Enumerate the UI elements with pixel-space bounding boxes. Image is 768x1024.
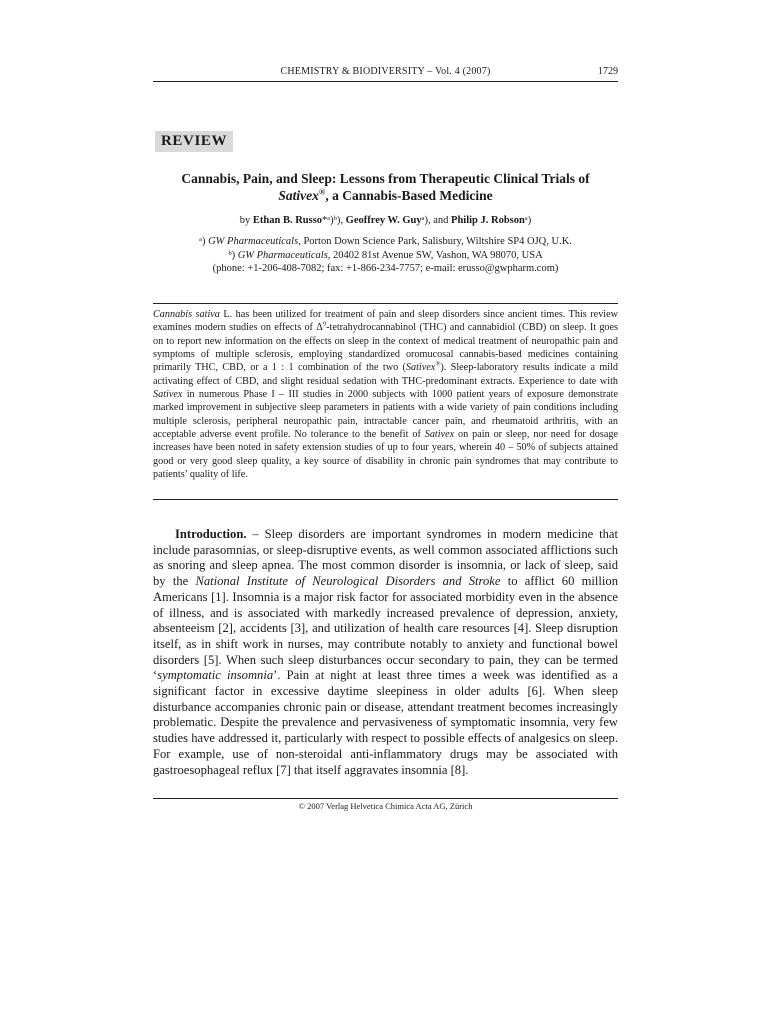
abstract-text: on pain or sleep, nor need for dosage increases have been noted in safety extension studies of up to four years, wherein 40 – 50% of subjects attained good or very good sleep quality, a key source of disability in chronic pain syndromes that may contribute to patients’ quality of life. bbox=[153, 429, 618, 481]
abstract-sativex: Sativex bbox=[405, 362, 436, 374]
affiliation-b bbox=[153, 249, 618, 263]
journal-citation: CHEMISTRY & BIODIVERSITY – Vol. 4 (2007) bbox=[280, 66, 491, 77]
affiliations bbox=[153, 235, 618, 276]
abstract-species: Cannabis sativa bbox=[153, 309, 220, 320]
affiliation-a bbox=[153, 235, 618, 249]
article-title bbox=[153, 170, 618, 204]
author-separator: , bbox=[340, 215, 344, 226]
affiliation-b-mark: ᵇ) bbox=[228, 249, 236, 261]
contact-line: (phone: +1-206-408-7082; fax: +1-866-234-7757; e-mail: erusso@gwpharm.com) bbox=[212, 263, 559, 274]
author-guy: Geoffrey W. Guy bbox=[345, 215, 422, 226]
abstract-registered-mark: ® bbox=[435, 360, 441, 368]
abstract-text: ). Sleep-laboratory results indicate a mild activating effect of CBD, and slight residual sedation with THC-predominant extracts. Experience to date with bbox=[153, 362, 618, 387]
abstract-text: -tetrahydrocannabinol (THC) and cannabidiol (CBD) on sleep. It goes on to report new information on the effects on sleep in the context of medical treatment of neuropathic pain and symptoms of multiple sclerosis, employing standardized oromucosal cannabis-based medicines containing primarily THC, CBD, or a 1 : 1 combination of the two ( bbox=[153, 322, 618, 374]
title-line-2: , a Cannabis-Based Medicine bbox=[325, 188, 493, 203]
author-russo: Ethan B. Russo bbox=[252, 215, 323, 226]
introduction-institute: National Institute of Neurological Disorders and Stroke bbox=[195, 574, 501, 589]
abstract-sativex: Sativex bbox=[424, 429, 455, 441]
page-number: 1729 bbox=[598, 66, 618, 77]
introduction-heading: Introduction. bbox=[175, 527, 247, 541]
abstract-bottom-rule bbox=[153, 499, 618, 500]
title-trademark: ® bbox=[318, 186, 326, 197]
copyright-footer: © 2007 Verlag Helvetica Chimica Acta AG, Zürich bbox=[298, 801, 473, 811]
abstract-top-rule bbox=[153, 303, 618, 304]
introduction-paragraph bbox=[153, 527, 618, 778]
author-guy-marks: ᵃ) bbox=[421, 215, 428, 226]
affiliation-a-mark: ᵃ) bbox=[199, 236, 206, 247]
introduction-text: ’. Pain at night at least three times a week was identified as a significant factor in excessive daytime sleepiness in older adults [6]. When sleep disturbance accompanies chronic pain or disease, attendant treatment becomes increasingly problematic. Despite the prevalence and pervasiveness of symptomatic insomnia, very few studies have addressed it, particularly with respect to possible effects of analgesics on sleep. For example, use of non-steroidal anti-inflammatory drugs may be associated with gastroesophageal reflux [7] that itself aggravates insomnia [8]. bbox=[153, 668, 618, 777]
author-robson: Philip J. Robson bbox=[451, 215, 525, 226]
title-sativex: Sativex bbox=[278, 188, 319, 203]
by-word: by bbox=[239, 215, 251, 226]
title-line-1: Cannabis, Pain, and Sleep: Lessons from Therapeutic Clinical Trials of bbox=[181, 171, 590, 186]
abstract bbox=[153, 308, 618, 481]
affiliation-a-org: GW Pharmaceuticals bbox=[208, 236, 299, 247]
header-rule bbox=[153, 81, 618, 82]
author-robson-marks: ᵃ) bbox=[524, 215, 532, 226]
affiliation-b-address: , 20402 81st Avenue SW, Vashon, WA 98070, USA bbox=[327, 249, 543, 261]
abstract-text: L. has been utilized for treatment of pain and sleep disorders since ancient times. This review examines modern studies on effects of Δ bbox=[153, 309, 618, 334]
introduction-term: symptomatic insomnia bbox=[157, 668, 274, 683]
introduction-text: – Sleep disorders are important syndromes in modern medicine that include parasomnias, or sleep-disruptive events, as well common associated afflictions such as snoring and sleep apnea. The most common disorder is insomnia, or lack of sleep, said by the bbox=[153, 527, 618, 589]
footer-rule bbox=[153, 798, 618, 799]
running-head bbox=[153, 64, 618, 80]
abstract-sativex: Sativex bbox=[153, 389, 183, 401]
abstract-text: in numerous Phase I – III studies in 2000 subjects with 1000 patient years of exposure demonstrate marked improvement in subjective sleep parameters in patients with a wide variety of pain conditions including multiple sclerosis, peripheral neuropathic pain, intractable cancer pain, and rheumatoid arthritis, with an acceptable adverse event profile. No tolerance to the benefit of bbox=[153, 389, 618, 441]
affiliation-a-address: , Porton Down Science Park, Salisbury, Wiltshire SP4 OJQ, U.K. bbox=[298, 236, 572, 247]
author-separator: , and bbox=[427, 215, 449, 226]
author-russo-marks: *ᵃ)ᵇ) bbox=[322, 215, 341, 226]
affiliation-b-org: GW Pharmaceuticals bbox=[237, 249, 328, 261]
section-label-review: REVIEW bbox=[155, 131, 233, 152]
abstract-superscript: 9 bbox=[322, 320, 327, 328]
author-line bbox=[153, 214, 618, 228]
introduction-text: to afflict 60 million Americans [1]. Insomnia is a major risk factor for associated morbidity even in the absence of illness, and is associated with markedly increased prevalence of depression, anxiety, absenteeism [2], accidents [3], and utilization of health care resources [4]. Sleep disruption itself, as in shift work in nurses, may contribute notably to anxiety and functional bowel disorders [5]. When such sleep disturbances occur secondary to pain, they can be termed ‘ bbox=[153, 574, 618, 683]
